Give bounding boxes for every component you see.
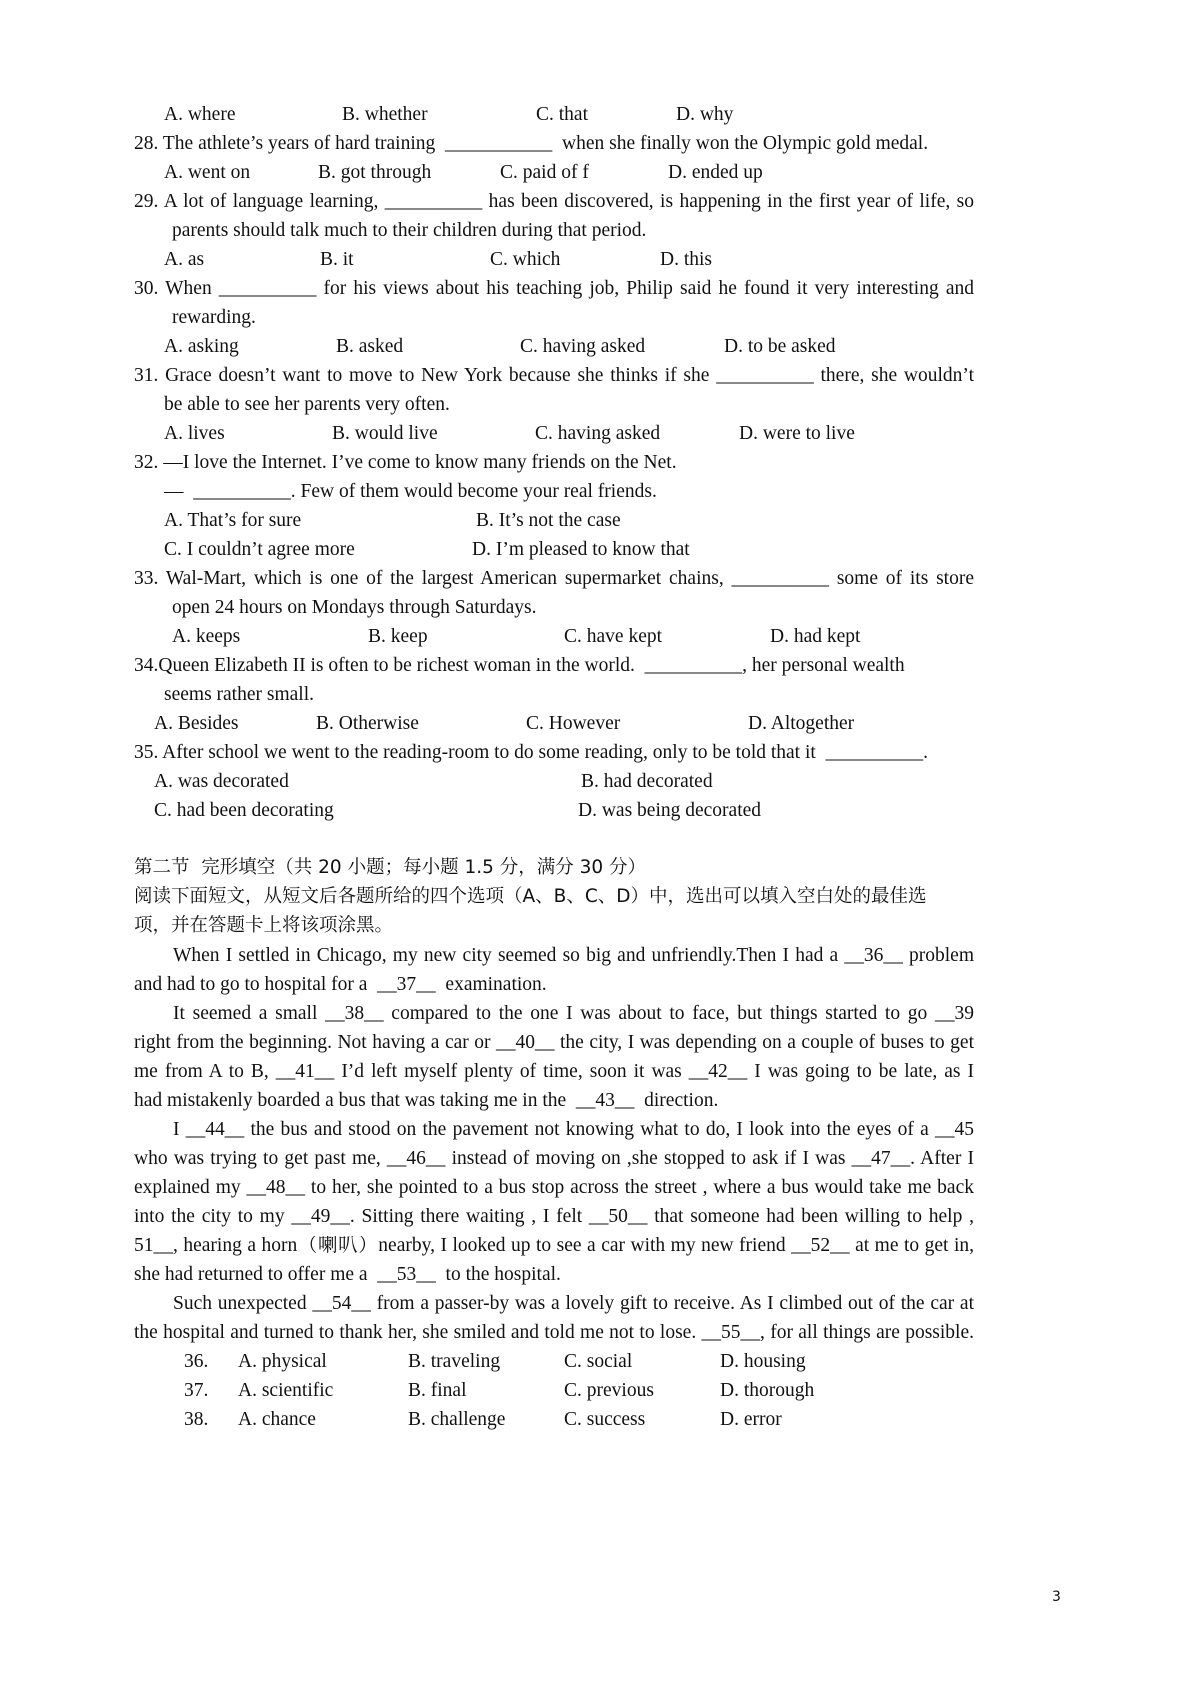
q33-stem-line2: open 24 hours on Mondays through Saturdays. [172, 597, 537, 618]
q30-stem-line1: 30. When __________ for his views about his teaching job, Philip said he found it very interesting and [134, 279, 974, 299]
passage-line: into the city to my __49__. Sitting there waiting , I felt __50__ that someone had been willing to help , [134, 1207, 974, 1227]
passage-line: had mistakenly boarded a bus that was taking me in the __43__ direction. [134, 1090, 719, 1111]
q28-option-a: A. went on [164, 162, 251, 183]
q33-stem-line1: 33. Wal-Mart, which is one of the largest American supermarket chains, __________ some of its store [134, 569, 974, 589]
cloze-option-d: D. housing [720, 1351, 806, 1372]
q28-stem: 28. The athlete’s years of hard training ___________ when she finally won the Olympic gold medal. [134, 133, 929, 154]
q27-option-c: C. that [536, 104, 588, 125]
q29-option-c: C. which [490, 249, 561, 270]
cloze-option-b: B. traveling [408, 1351, 501, 1372]
cloze-option-a: A. scientific [238, 1380, 334, 1401]
cloze-option-a: A. physical [238, 1351, 327, 1372]
q35-option-c: C. had been decorating [154, 800, 334, 821]
q32-options-row1 [0, 511, 1200, 533]
q31-option-d: D. were to live [739, 423, 855, 444]
q27-option-a: A. where [164, 104, 236, 125]
cloze-option-row [0, 1410, 1200, 1432]
cloze-option-b: B. final [408, 1380, 467, 1401]
q27-option-b: B. whether [342, 104, 428, 125]
q34-option-c: C. However [526, 713, 621, 734]
q31-option-b: B. would live [332, 423, 438, 444]
q34-options [0, 714, 1200, 736]
cloze-option-row [0, 1352, 1200, 1374]
passage-line: Such unexpected __54__ from a passer-by was a lovely gift to receive. As I climbed out of the car at [173, 1294, 974, 1314]
cloze-option-a: A. chance [238, 1409, 316, 1430]
q32-option-a: A. That’s for sure [164, 510, 302, 531]
cloze-option-d: D. thorough [720, 1380, 815, 1401]
q34-option-d: D. Altogether [748, 713, 855, 734]
q35-option-d: D. was being decorated [578, 800, 762, 821]
cloze-question-number: 38. [184, 1409, 209, 1430]
section2-instruction-line1: 阅读下面短文，从短文后各题所给的四个选项（A、B、C、D）中，选出可以填入空白处的最佳选 [134, 886, 927, 907]
q33-option-c: C. have kept [564, 626, 663, 647]
passage-line: the hospital and turned to thank her, she smiled and told me not to lose. __55__, for all things are possible. [134, 1323, 974, 1343]
q29-option-a: A. as [164, 249, 205, 270]
cloze-option-b: B. challenge [408, 1409, 506, 1430]
cloze-option-c: C. social [564, 1351, 633, 1372]
q34-stem-line2: seems rather small. [164, 684, 314, 705]
q30-option-a: A. asking [164, 336, 239, 357]
cloze-option-row [0, 1381, 1200, 1403]
q33-option-b: B. keep [368, 626, 428, 647]
q35-options-row1 [0, 772, 1200, 794]
q27-options [0, 105, 1200, 127]
q31-options [0, 424, 1200, 446]
passage-line: she had returned to offer me a __53__ to the hospital. [134, 1264, 561, 1285]
q29-option-b: B. it [320, 249, 354, 270]
q33-option-d: D. had kept [770, 626, 861, 647]
q32-stem-line1: 32. —I love the Internet. I’ve come to know many friends on the Net. [134, 452, 677, 473]
passage-line: It seemed a small __38__ compared to the one I was about to face, but things started to go __39 [173, 1004, 974, 1024]
q29-stem-line1: 29. A lot of language learning, __________ has been discovered, is happening in the first year of life, so [134, 192, 974, 212]
q30-option-d: D. to be asked [724, 336, 836, 357]
q31-option-c: C. having asked [535, 423, 661, 444]
passage-line: When I settled in Chicago, my new city seemed so big and unfriendly.Then I had a __36__ problem [173, 946, 974, 966]
passage-line: right from the beginning. Not having a car or __40__ the city, I was depending on a couple of buses to get [134, 1033, 974, 1053]
passage-line: and had to go to hospital for a __37__ examination. [134, 974, 547, 995]
q28-option-c: C. paid of f [500, 162, 589, 183]
q30-options [0, 337, 1200, 359]
q29-stem-line2: parents should talk much to their children during that period. [172, 220, 647, 241]
q35-stem: 35. After school we went to the reading-room to do some reading, only to be told that it __________. [134, 742, 928, 763]
passage-line: 51__, hearing a horn（喇叭）nearby, I looked up to see a car with my new friend __52__ at me to get in, [134, 1236, 974, 1256]
q35-option-b: B. had decorated [581, 771, 713, 792]
q29-option-d: D. this [660, 249, 713, 270]
q32-option-d: D. I’m pleased to know that [472, 539, 690, 560]
q34-option-a: A. Besides [154, 713, 239, 734]
q27-option-d: D. why [676, 104, 734, 125]
passage-line: who was trying to get past me, __46__ instead of moving on ,she stopped to ask if I was __47__. After I [134, 1149, 974, 1169]
q31-stem-line2: be able to see her parents very often. [164, 394, 450, 415]
q35-option-a: A. was decorated [154, 771, 289, 792]
passage-line: me from A to B, __41__ I’d left myself plenty of time, soon it was __42__ I was going to be late, as I [134, 1062, 974, 1082]
q33-option-a: A. keeps [172, 626, 241, 647]
cloze-question-number: 37. [184, 1380, 209, 1401]
q33-options [0, 627, 1200, 649]
section2-heading: 第二节 完形填空（共 20 小题；每小题 1.5 分，满分 30 分） [134, 857, 647, 878]
passage-line: explained my __48__ to her, she pointed to a bus stop across the street , where a bus would take me back [134, 1178, 974, 1198]
cloze-option-c: C. previous [564, 1380, 654, 1401]
passage-line: I __44__ the bus and stood on the pavement not knowing what to do, I look into the eyes of a __45 [173, 1120, 974, 1140]
cloze-option-d: D. error [720, 1409, 782, 1430]
q32-options-row2 [0, 540, 1200, 562]
q32-option-c: C. I couldn’t agree more [164, 539, 355, 560]
q30-option-c: C. having asked [520, 336, 646, 357]
q29-options [0, 250, 1200, 272]
q34-stem-line1: 34.Queen Elizabeth II is often to be richest woman in the world. __________, her personal wealth [134, 655, 905, 676]
q31-stem-line1: 31. Grace doesn’t want to move to New York because she thinks if she __________ there, she wouldn’t [134, 366, 974, 386]
q28-option-b: B. got through [318, 162, 432, 183]
q35-options-row2 [0, 801, 1200, 823]
q34-option-b: B. Otherwise [316, 713, 419, 734]
cloze-option-c: C. success [564, 1409, 646, 1430]
q30-stem-line2: rewarding. [172, 307, 256, 328]
q28-options [0, 163, 1200, 185]
page-number: 3 [1052, 1589, 1061, 1605]
q31-option-a: A. lives [164, 423, 225, 444]
q32-option-b: B. It’s not the case [476, 510, 621, 531]
q32-stem-line2: — __________. Few of them would become your real friends. [164, 481, 657, 502]
q28-option-d: D. ended up [668, 162, 763, 183]
q30-option-b: B. asked [336, 336, 404, 357]
cloze-question-number: 36. [184, 1351, 209, 1372]
section2-instruction-line2: 项，并在答题卡上将该项涂黑。 [134, 915, 394, 936]
